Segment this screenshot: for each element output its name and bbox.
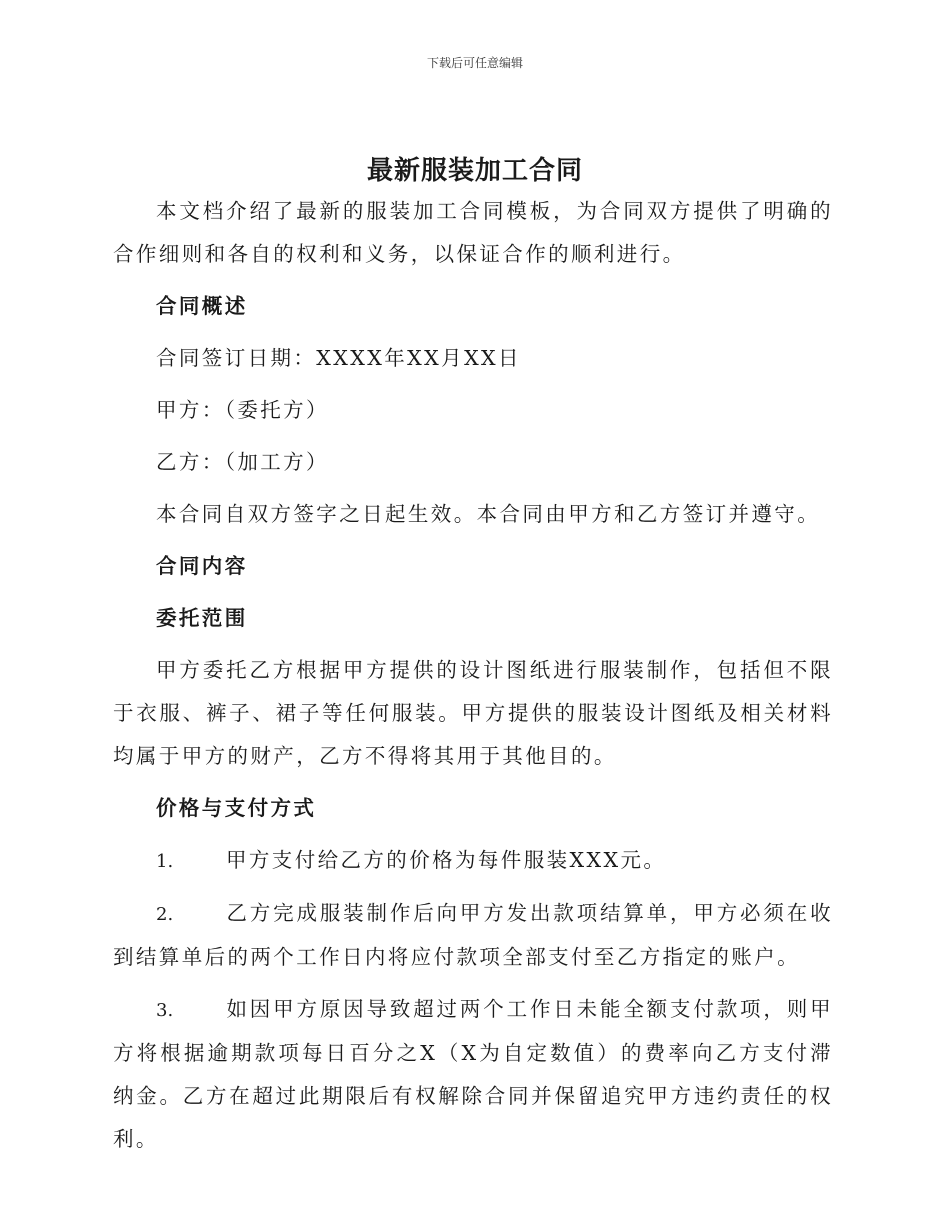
party-b-line: 乙方：（加工方） xyxy=(156,450,329,474)
document-title: 最新服装加工合同 xyxy=(366,156,583,186)
section-heading-overview: 合同概述 xyxy=(156,294,248,318)
payment-item-text: 如因甲方原因导致超过两个工作日未能全额支付款项，则甲方将根据逾期款项每日百分之X（X为自定数值）的费率向乙方支付滞纳金。乙方在超过此期限后有权解除合同并保留追究甲方违约责任的权利。 xyxy=(113,997,833,1151)
payment-item-text: 甲方支付给乙方的价格为每件服装XXX元。 xyxy=(226,848,667,872)
effect-line: 本合同自双方签字之日起生效。本合同由甲方和乙方签订并遵守。 xyxy=(156,502,821,526)
intro-paragraph: 本文档介绍了最新的服装加工合同模板，为合同双方提供了明确的合作细则和各自的权利和义务，以保证合作的顺利进行。 xyxy=(113,199,833,266)
sign-date-line: 合同签订日期：XXXX年XX月XX日 xyxy=(156,346,521,370)
payment-item-text: 乙方完成服装制作后向甲方发出款项结算单，甲方必须在收到结算单后的两个工作日内将应付款项全部支付至乙方指定的账户。 xyxy=(113,901,833,969)
payment-item xyxy=(113,988,833,1161)
page-header-note: 下载后可任意编辑 xyxy=(426,56,523,70)
payment-item xyxy=(113,839,833,883)
document-body xyxy=(113,190,833,1170)
payment-item-number: 2. xyxy=(156,904,174,925)
payment-item xyxy=(113,892,833,979)
subsection-heading-scope: 委托范围 xyxy=(156,606,248,630)
section-heading-content: 合同内容 xyxy=(156,554,248,578)
scope-paragraph: 甲方委托乙方根据甲方提供的设计图纸进行服装制作，包括但不限于衣服、裤子、裙子等任何服装。甲方提供的服装设计图纸及相关材料均属于甲方的财产，乙方不得将其用于其他目的。 xyxy=(113,658,833,768)
payment-item-number: 1. xyxy=(156,851,174,872)
payment-item-number: 3. xyxy=(156,1000,174,1021)
subsection-heading-payment: 价格与支付方式 xyxy=(156,796,317,820)
party-a-line: 甲方：（委托方） xyxy=(156,398,329,422)
